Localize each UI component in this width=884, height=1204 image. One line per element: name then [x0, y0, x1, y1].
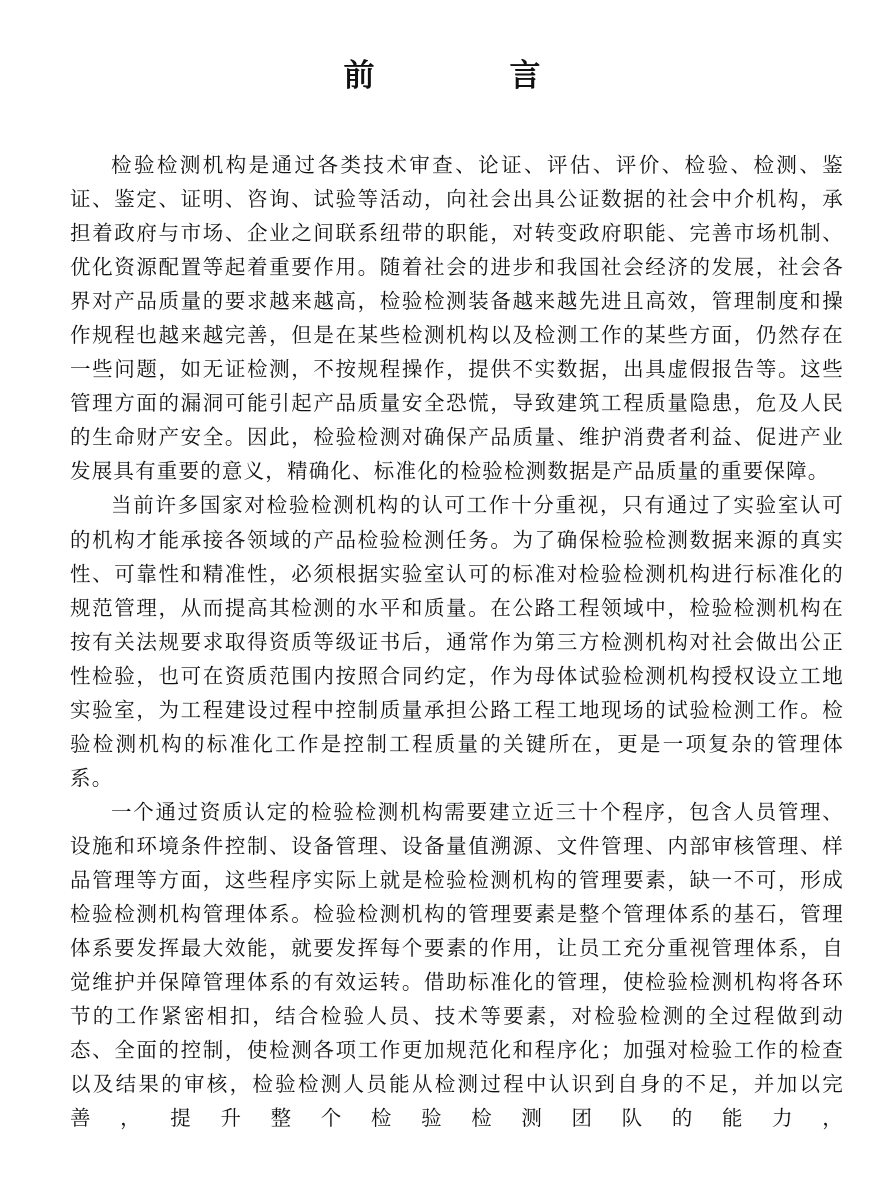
- paragraph-1: 检验检测机构是通过各类技术审查、论证、评估、评价、检验、检测、鉴证、鉴定、证明、咨询、试验等活动，向社会出具公证数据的社会中介机构，承担着政府与市场、企业之间联系纽带的职能，对转变政府职能、完善市场机制、优化资源配置等起着重要作用。随着社会的进步和我国社会经济的发展，社会各界对产品质量的要求越来越高，检验检测装备越来越先进且高效，管理制度和操作规程也越来越完善，但是在某些检测机构以及检测工作的某些方面，仍然存在一些问题，如无证检测，不按规程操作，提供不实数据，出具虚假报告等。这些管理方面的漏洞可能引起产品质量安全恐慌，导致建筑工程质量隐患，危及人民的生命财产安全。因此，检验检测对确保产品质量、维护消费者利益、促进产业发展具有重要的意义，精确化、标准化的检验检测数据是产品质量的重要保障。: [70, 153, 844, 484]
- paragraph-2: 当前许多国家对检验检测机构的认可工作十分重视，只有通过了实验室认可的机构才能承接各领域的产品检验检测任务。为了确保检验检测数据来源的真实性、可靠性和精准性，必须根据实验室认可的标准对检验检测机构进行标准化的规范管理，从而提高其检测的水平和质量。在公路工程领域中，检验检测机构在按有关法规要求取得资质等级证书后，通常作为第三方检测机构对社会做出公正性检验，也可在资质范围内按照合同约定，作为母体试验检测机构授权设立工地实验室，为工程建设过程中控制质量承担公路工程工地现场的试验检测工作。检验检测机构的标准化工作是控制工程质量的关键所在，更是一项复杂的管理体系。: [70, 493, 844, 790]
- body-text: [70, 148, 844, 1135]
- paragraph-3: 一个通过资质认定的检验检测机构需要建立近三十个程序，包含人员管理、设施和环境条件控制、设备管理、设备量值溯源、文件管理、内部审核管理、样品管理等方面，这些程序实际上就是检验检测机构的管理要素，缺一不可，形成检验检测机构管理体系。检验检测机构的管理要素是整个管理体系的基石，管理体系要发挥最大效能，就要发挥每个要素的作用，让员工充分重视管理体系，自觉维护并保障管理体系的有效运转。借助标准化的管理，使检验检测机构将各环节的工作紧密相扣，结合检验人员、技术等要素，对检验检测的全过程做到动态、全面的控制，使检测各项工作更加规范化和程序化；加强对检验工作的检查以及结果的审核，检验检测人员能从检测过程中认识到自身的不足，并加以完善，提升整个检验检测团队的能力，: [70, 799, 844, 1131]
- page-title: 前 言: [343, 58, 593, 94]
